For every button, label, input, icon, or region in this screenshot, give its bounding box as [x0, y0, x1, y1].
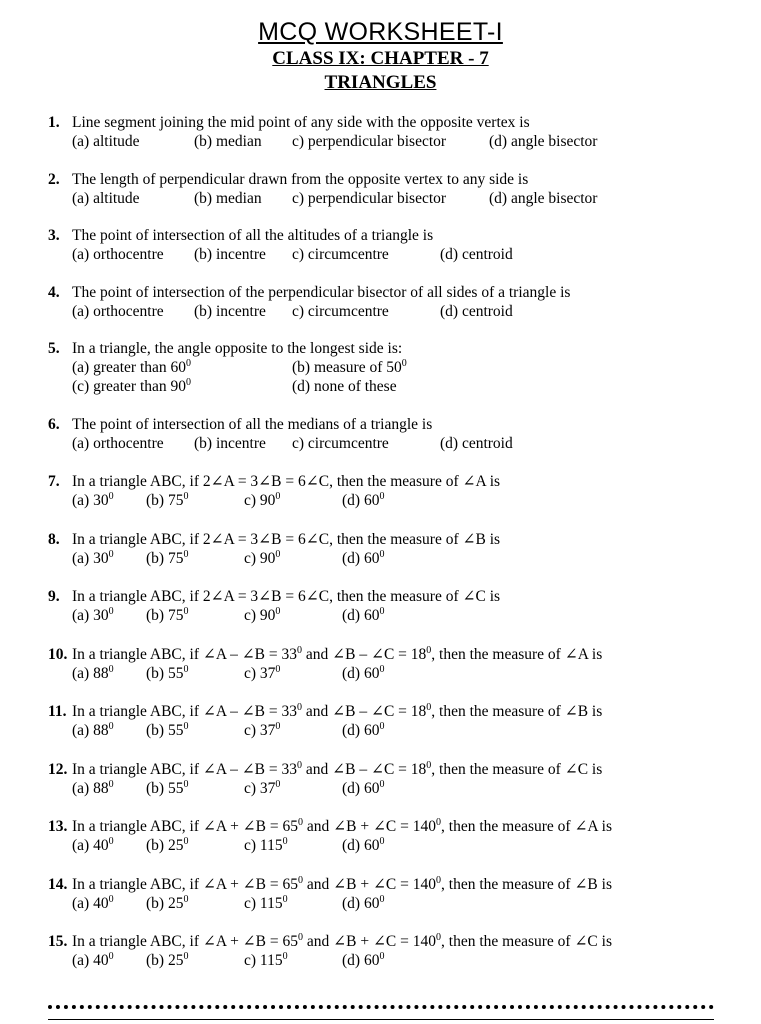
option-text: (a) 88 [72, 665, 109, 682]
degree-mark: 0 [426, 760, 432, 771]
question-1 [48, 113, 598, 151]
question-stem: The point of intersection of all the medians of a triangle is [72, 416, 433, 433]
question-number: 4. [48, 284, 60, 301]
question-number: 12. [48, 761, 68, 778]
question-stem-part: , then the measure of ∠A is [431, 646, 603, 663]
option-d [342, 549, 384, 568]
option-text: c) 115 [244, 895, 283, 912]
degree-mark: 0 [275, 549, 281, 560]
option-text: (b) 75 [146, 492, 184, 509]
degree-mark: 0 [436, 875, 442, 886]
option-b [146, 951, 188, 970]
option-text: c) 90 [244, 607, 276, 624]
degree-mark: 0 [183, 606, 189, 617]
degree-mark: 0 [298, 817, 303, 828]
degree-mark: 0 [186, 358, 192, 369]
degree-mark: 0 [108, 491, 114, 502]
question-stem-part: In a triangle ABC, if ∠A + ∠B = 65 [72, 818, 298, 835]
question-number: 14. [48, 876, 68, 893]
question-stem-part: and ∠B – ∠C = 18 [302, 761, 427, 778]
question-9 [48, 587, 500, 625]
degree-mark: 0 [282, 951, 288, 962]
degree-mark: 0 [275, 721, 281, 732]
option-text: (b) 55 [146, 722, 184, 739]
option-c [72, 377, 191, 396]
degree-mark: 0 [108, 549, 114, 560]
question-stem: The point of intersection of all the altitudes of a triangle is [72, 227, 434, 244]
degree-mark: 0 [108, 894, 114, 905]
question-12 [48, 760, 602, 798]
option-c [244, 894, 288, 913]
question-stem-part: In a triangle ABC, if ∠A + ∠B = 65 [72, 933, 298, 950]
worksheet-title: MCQ WORKSHEET-I [258, 18, 503, 46]
question-stem-part: and ∠B + ∠C = 140 [303, 818, 437, 835]
question-stem: The point of intersection of the perpendicular bisector of all sides of a triangle is [72, 284, 571, 301]
question-number: 11. [48, 703, 67, 720]
degree-mark: 0 [108, 721, 114, 732]
degree-mark: 0 [108, 779, 114, 790]
option-text: c) 37 [244, 722, 276, 739]
degree-mark: 0 [379, 894, 385, 905]
option-text: (d) 60 [342, 837, 380, 854]
degree-mark: 0 [426, 645, 432, 656]
option-text: (a) 30 [72, 607, 109, 624]
option-text: (b) 55 [146, 780, 184, 797]
degree-mark: 0 [436, 932, 442, 943]
option-c: c) circumcentre [292, 303, 389, 320]
degree-mark: 0 [379, 606, 385, 617]
option-a: (a) altitude [72, 190, 140, 207]
question-11 [48, 702, 602, 740]
dotted-divider [48, 1005, 714, 1009]
question-number: 9. [48, 588, 60, 605]
option-d: (d) centroid [440, 303, 513, 320]
question-8 [48, 530, 500, 568]
option-b: (b) median [194, 190, 262, 207]
degree-mark: 0 [183, 549, 189, 560]
option-text: (a) 40 [72, 837, 109, 854]
degree-mark: 0 [275, 606, 281, 617]
option-text: (a) 30 [72, 492, 109, 509]
option-text: (a) 88 [72, 780, 109, 797]
question-stem-part: In a triangle ABC, if ∠A – ∠B = 33 [72, 703, 298, 720]
option-a [72, 606, 114, 625]
option-c [244, 664, 280, 683]
question-stem-part: In a triangle ABC, if ∠A – ∠B = 33 [72, 646, 298, 663]
option-text: (b) 25 [146, 895, 184, 912]
degree-mark: 0 [183, 836, 189, 847]
option-c: c) circumcentre [292, 435, 389, 452]
option-b [146, 491, 188, 510]
option-d [342, 491, 384, 510]
option-b [146, 779, 188, 798]
option-d [342, 664, 384, 683]
option-b: (b) median [194, 133, 262, 150]
option-c [244, 951, 288, 970]
question-stem-part: and ∠B – ∠C = 18 [302, 646, 427, 663]
option-text: (d) 60 [342, 550, 380, 567]
option-a [72, 894, 114, 913]
option-a: (a) altitude [72, 133, 140, 150]
question-stem-part: , then the measure of ∠A is [441, 818, 612, 835]
degree-mark: 0 [186, 377, 192, 388]
question-4 [48, 283, 570, 321]
degree-mark: 0 [379, 779, 385, 790]
option-a: (a) orthocentre [72, 246, 164, 263]
option-a [72, 549, 114, 568]
question-stem-part: In a triangle ABC, if ∠A – ∠B = 33 [72, 761, 298, 778]
option-b [146, 836, 188, 855]
question-number: 15. [48, 933, 68, 950]
topic-heading: TRIANGLES [324, 72, 437, 93]
degree-mark: 0 [297, 645, 303, 656]
question-stem-part: , then the measure of ∠B is [431, 703, 603, 720]
option-d: (d) angle bisector [489, 190, 598, 207]
degree-mark: 0 [275, 779, 281, 790]
option-text: c) 90 [244, 492, 276, 509]
option-b [146, 606, 188, 625]
option-c [244, 836, 288, 855]
degree-mark: 0 [298, 932, 303, 943]
degree-mark: 0 [379, 721, 385, 732]
question-5 [48, 339, 407, 396]
question-10 [48, 645, 602, 683]
question-number: 1. [48, 114, 60, 131]
option-c [244, 549, 280, 568]
degree-mark: 0 [183, 664, 189, 675]
option-a [72, 779, 114, 798]
degree-mark: 0 [275, 491, 281, 502]
question-number: 7. [48, 473, 60, 490]
question-stem-part: and ∠B + ∠C = 140 [303, 876, 437, 893]
question-stem-part: , then the measure of ∠C is [431, 761, 603, 778]
degree-mark: 0 [297, 760, 303, 771]
option-d: (d) centroid [440, 246, 513, 263]
degree-mark: 0 [183, 491, 189, 502]
degree-mark: 0 [379, 664, 385, 675]
question-15 [48, 932, 612, 970]
option-b: (b) incentre [194, 246, 266, 263]
option-c [244, 491, 280, 510]
question-number: 2. [48, 171, 60, 188]
option-a [72, 836, 114, 855]
question-stem: In a triangle ABC, if 2∠A = 3∠B = 6∠C, then the measure of ∠B is [72, 531, 501, 548]
option-c: c) circumcentre [292, 246, 389, 263]
option-text: (a) 88 [72, 722, 109, 739]
option-text: c) 115 [244, 837, 283, 854]
option-c [244, 606, 280, 625]
option-text: (b) 75 [146, 550, 184, 567]
option-a [72, 951, 114, 970]
option-a [72, 358, 191, 377]
question-number: 8. [48, 531, 60, 548]
option-text: (b) 25 [146, 837, 184, 854]
option-text: c) 37 [244, 780, 276, 797]
degree-mark: 0 [436, 817, 442, 828]
option-a [72, 491, 114, 510]
degree-mark: 0 [108, 951, 114, 962]
option-d: (d) angle bisector [489, 133, 598, 150]
question-stem-part: , then the measure of ∠C is [441, 933, 612, 950]
degree-mark: 0 [379, 491, 385, 502]
degree-mark: 0 [379, 836, 385, 847]
option-text: (d) 60 [342, 665, 380, 682]
option-d: (d) centroid [440, 435, 513, 452]
degree-mark: 0 [183, 721, 189, 732]
option-c [244, 721, 280, 740]
option-d [342, 894, 384, 913]
option-c: c) perpendicular bisector [292, 133, 447, 150]
question-7 [48, 472, 500, 510]
option-b [146, 664, 188, 683]
question-number: 5. [48, 340, 60, 357]
degree-mark: 0 [298, 875, 303, 886]
option-a: (a) orthocentre [72, 303, 164, 320]
option-text: (d) 60 [342, 492, 380, 509]
option-text: (b) measure of 50 [292, 359, 402, 376]
option-text: (a) 40 [72, 952, 109, 969]
option-b: (b) incentre [194, 435, 266, 452]
option-text: (a) 30 [72, 550, 109, 567]
degree-mark: 0 [401, 358, 407, 369]
degree-mark: 0 [282, 894, 288, 905]
question-stem: The length of perpendicular drawn from the opposite vertex to any side is [72, 171, 529, 188]
option-text: (d) 60 [342, 607, 380, 624]
option-text: (c) greater than 90 [72, 378, 187, 395]
option-b [146, 549, 188, 568]
question-stem-part: , then the measure of ∠B is [441, 876, 612, 893]
option-text: (b) 75 [146, 607, 184, 624]
question-stem: In a triangle ABC, if 2∠A = 3∠B = 6∠C, then the measure of ∠C is [72, 588, 501, 605]
question-stem-part: and ∠B – ∠C = 18 [302, 703, 427, 720]
option-d [342, 951, 384, 970]
option-text: c) 37 [244, 665, 276, 682]
option-text: (d) 60 [342, 722, 380, 739]
option-c: c) perpendicular bisector [292, 190, 447, 207]
option-a: (a) orthocentre [72, 435, 164, 452]
degree-mark: 0 [183, 779, 189, 790]
question-2 [48, 170, 598, 208]
degree-mark: 0 [108, 606, 114, 617]
option-d: (d) none of these [292, 378, 397, 395]
option-text: (d) 60 [342, 895, 380, 912]
option-b [146, 894, 188, 913]
option-text: (d) 60 [342, 780, 380, 797]
option-text: (d) 60 [342, 952, 380, 969]
option-a [72, 721, 114, 740]
solid-divider [48, 1019, 714, 1020]
option-text: (b) 25 [146, 952, 184, 969]
degree-mark: 0 [108, 836, 114, 847]
question-number: 13. [48, 818, 68, 835]
option-text: (b) 55 [146, 665, 184, 682]
question-stem-part: In a triangle ABC, if ∠A + ∠B = 65 [72, 876, 298, 893]
question-13 [48, 817, 612, 855]
question-number: 6. [48, 416, 60, 433]
question-number: 10. [48, 646, 68, 663]
degree-mark: 0 [426, 702, 432, 713]
degree-mark: 0 [282, 836, 288, 847]
option-b [146, 721, 188, 740]
option-c [244, 779, 280, 798]
option-d [342, 606, 384, 625]
degree-mark: 0 [379, 549, 385, 560]
degree-mark: 0 [297, 702, 303, 713]
option-b: (b) incentre [194, 303, 266, 320]
option-b [292, 358, 407, 377]
question-stem-part: and ∠B + ∠C = 140 [303, 933, 437, 950]
option-text: (a) greater than 60 [72, 359, 187, 376]
question-number: 3. [48, 227, 60, 244]
question-stem: In a triangle ABC, if 2∠A = 3∠B = 6∠C, then the measure of ∠A is [72, 473, 501, 490]
question-3 [48, 226, 513, 264]
degree-mark: 0 [108, 664, 114, 675]
option-a [72, 664, 114, 683]
question-stem: Line segment joining the mid point of any side with the opposite vertex is [72, 114, 530, 131]
question-14 [48, 875, 612, 913]
option-d [342, 836, 384, 855]
question-stem: In a triangle, the angle opposite to the longest side is: [72, 340, 403, 357]
question-6 [48, 415, 513, 453]
degree-mark: 0 [379, 951, 385, 962]
option-text: (a) 40 [72, 895, 109, 912]
class-chapter-heading: CLASS IX: CHAPTER - 7 [272, 48, 489, 69]
option-text: c) 115 [244, 952, 283, 969]
degree-mark: 0 [275, 664, 281, 675]
option-d [342, 779, 384, 798]
option-d [342, 721, 384, 740]
degree-mark: 0 [183, 894, 189, 905]
degree-mark: 0 [183, 951, 189, 962]
option-text: c) 90 [244, 550, 276, 567]
